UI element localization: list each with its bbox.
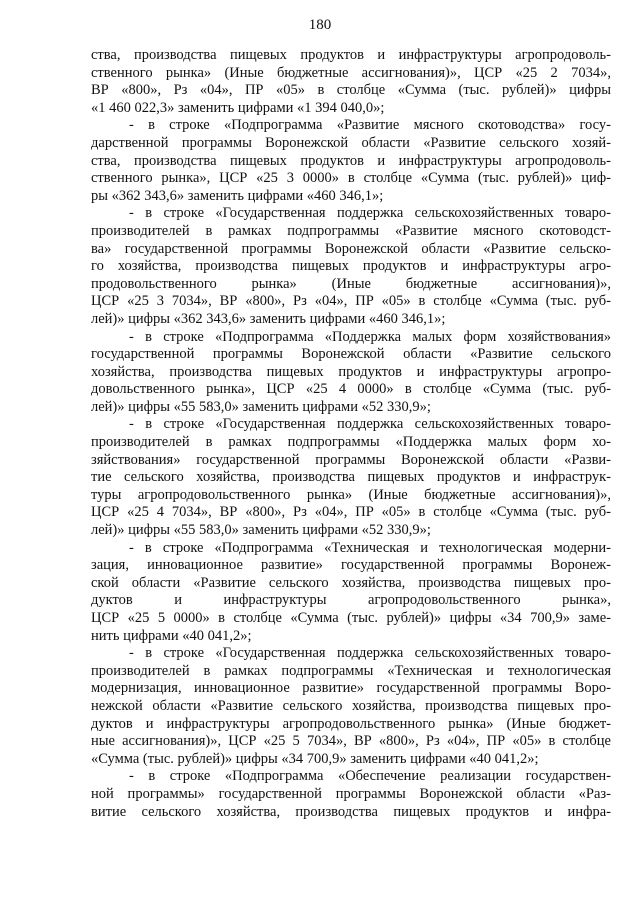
text-line: го хозяйства, производства пищевых продуктов и инфраструктуры агро- (91, 258, 611, 275)
text-line: тие сельского хозяйства, производства пищевых продуктов и инфраструк- (91, 469, 611, 486)
text-line: ные ассигнования)», ЦСР «25 5 7034», ВР «800», Рз «04», ПР «05» в столбце (91, 733, 611, 750)
page-number: 180 (308, 17, 332, 33)
text-line: ВР «800», Рз «04», ПР «05» в столбце «Сумма (тыс. рублей)» цифры (91, 82, 611, 99)
text-line: ской области «Развитие сельского хозяйства, производства пищевых про- (91, 574, 611, 591)
text-line: модернизация, инновационное развитие» государственной программы Воро- (91, 680, 611, 697)
paragraph (91, 47, 611, 117)
paragraph (91, 540, 611, 646)
text-line: зация, инновационное развитие» государственной программы Воронеж- (91, 557, 611, 574)
document-body (91, 47, 611, 821)
paragraph (91, 329, 611, 417)
text-line: ЦСР «25 3 7034», ВР «800», Рз «04», ПР «05» в столбце «Сумма (тыс. руб- (91, 293, 611, 310)
paragraph (91, 117, 611, 205)
text-line: ЦСР «25 5 0000» в столбце «Сумма (тыс. рублей)» цифры «34 700,9» заме- (91, 610, 611, 626)
text-line: ственного рынка», ЦСР «25 3 0000» в столбце «Сумма (тыс. рублей)» циф- (91, 170, 611, 187)
text-line: производителей в рамках подпрограммы «Техническая и технологическая (91, 662, 611, 679)
text-line: ва» государственной программы Воронежской области «Развитие сельско- (91, 240, 611, 257)
text-line: ЦСР «25 4 7034», ВР «800», Рз «04», ПР «05» в столбце «Сумма (тыс. руб- (91, 504, 611, 521)
text-line: «1 460 022,3» заменить цифрами «1 394 040,0»; (91, 99, 385, 116)
text-line: - в строке «Подпрограмма «Поддержка малых форм хозяйствования» (129, 328, 611, 345)
text-line: производителей в рамках подпрограммы «Развитие мясного скотоводст- (91, 222, 611, 239)
text-line: «Сумма (тыс. рублей)» цифры «34 700,9» заменить цифрами «40 041,2»; (91, 750, 539, 767)
text-line: нежской области «Развитие сельского хозяйства, производства пищевых про- (91, 697, 611, 714)
text-line: ства, производства пищевых продуктов и инфраструктуры агропродоволь- (91, 47, 611, 63)
text-line: - в строке «Подпрограмма «Техническая и технологическая модерни- (129, 539, 611, 556)
text-line: - в строке «Подпрограмма «Обеспечение реализации государствен- (129, 768, 611, 785)
text-line: государственной программы Воронежской области «Развитие сельского (91, 346, 611, 363)
text-line: нить цифрами «40 041,2»; (91, 627, 252, 644)
text-line: - в строке «Подпрограмма «Развитие мясного скотоводства» госу- (129, 117, 611, 134)
paragraph (91, 416, 611, 539)
text-line: дуктов и инфраструктуры агропродовольственного рынка», (91, 592, 611, 609)
text-line: продовольственного рынка» (Иные бюджетные ассигнования)», (91, 275, 611, 292)
text-line: ства, производства пищевых продуктов и инфраструктуры агропродоволь- (91, 152, 611, 169)
paragraph (91, 205, 611, 328)
paragraph (91, 768, 611, 821)
text-line: - в строке «Государственная поддержка сельскохозяйственных товаро- (129, 645, 611, 662)
text-line: зяйствования» государственной программы Воронежской области «Разви- (91, 451, 611, 468)
paragraph (91, 645, 611, 768)
text-line: лей)» цифры «362 343,6» заменить цифрами «460 346,1»; (91, 310, 446, 327)
text-line: ственного рынка» (Иные бюджетные ассигнования)», ЦСР «25 2 7034», (91, 64, 611, 81)
text-line: ной программы» государственной программы Воронежской области «Раз- (91, 785, 611, 802)
text-line: ры «362 343,6» заменить цифрами «460 346,1»; (91, 187, 384, 204)
text-line: витие сельского хозяйства, производства пищевых продуктов и инфра- (91, 803, 611, 820)
text-line: - в строке «Государственная поддержка сельскохозяйственных товаро- (129, 205, 611, 222)
text-line: производителей в рамках подпрограммы «Поддержка малых форм хо- (91, 434, 611, 451)
text-line: лей)» цифры «55 583,0» заменить цифрами «52 330,9»; (91, 522, 431, 539)
text-line: туры агропродовольственного рынка» (Иные бюджетные ассигнования)», (91, 486, 611, 503)
text-line: лей)» цифры «55 583,0» заменить цифрами «52 330,9»; (91, 398, 431, 415)
text-line: дуктов и инфраструктуры агропродовольственного рынка» (Иные бюджет- (91, 715, 611, 732)
text-line: - в строке «Государственная поддержка сельскохозяйственных товаро- (129, 416, 611, 433)
text-line: хозяйства, производства пищевых продуктов и инфраструктуры агропро- (91, 363, 611, 380)
text-line: дарственной программы Воронежской области «Развитие сельского хозяй- (91, 134, 611, 151)
text-line: довольственного рынка», ЦСР «25 4 0000» в столбце «Сумма (тыс. руб- (91, 381, 611, 398)
